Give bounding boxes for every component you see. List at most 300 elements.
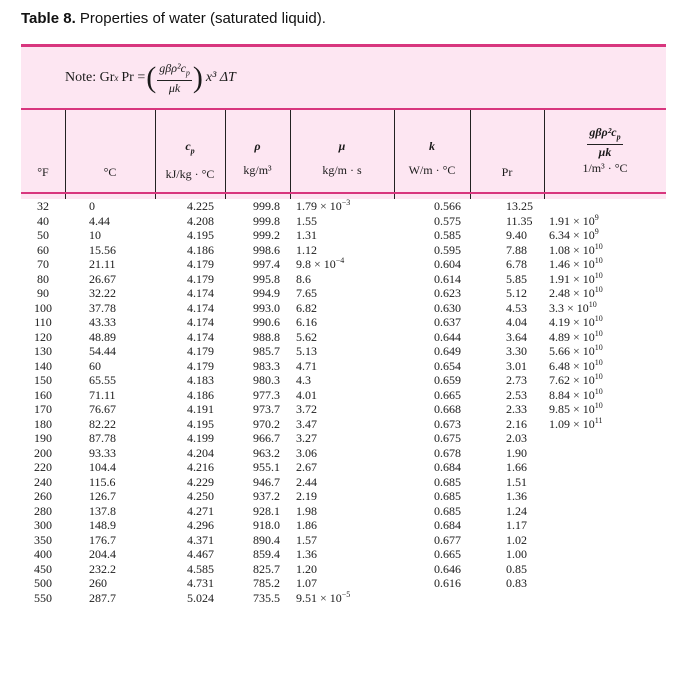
cell-pr [470, 504, 544, 519]
cell-rho-value: 983.3 [253, 358, 280, 373]
cell-cp-value: 4.271 [187, 503, 214, 518]
cell-g [544, 533, 666, 548]
cell-k [394, 518, 470, 533]
cell-k-value: 0.684 [434, 460, 461, 474]
cell-k-value: 0.646 [434, 561, 461, 576]
cell-pr-value: 2.33 [506, 402, 527, 416]
cell-c [65, 344, 155, 359]
cell-k-value: 0.604 [434, 257, 461, 271]
cell-c-value: 82.22 [89, 416, 116, 431]
header-rho [225, 139, 290, 178]
cell-g [544, 272, 666, 287]
cell-pr [470, 272, 544, 287]
cell-cp [155, 431, 225, 446]
cell-k [394, 460, 470, 475]
cell-mu-value: 1.79 × 10 [296, 199, 342, 213]
cell-g-exponent: 11 [594, 416, 603, 425]
cell-f [21, 330, 65, 345]
cell-k [394, 562, 470, 577]
cell-mu [290, 504, 394, 519]
cell-pr-value: 3.01 [506, 358, 527, 373]
cell-g-value: 8.84 × 10 [549, 387, 595, 402]
cell-g-value: 6.48 × 10 [549, 358, 595, 373]
cell-cp-value: 5.024 [187, 590, 214, 605]
cell-c-value: 148.9 [89, 518, 116, 532]
cell-cp-value: 4.179 [187, 344, 214, 358]
cell-mu-exponent: −3 [341, 199, 351, 207]
cell-k [394, 504, 470, 519]
cell-pr [470, 576, 544, 591]
cell-cp [155, 272, 225, 287]
cell-mu [290, 199, 394, 214]
cell-mu [290, 460, 394, 475]
cell-cp-value: 4.229 [187, 474, 214, 489]
cell-f [21, 489, 65, 504]
cell-k [394, 417, 470, 432]
cell-c-value: 137.8 [89, 503, 116, 518]
cell-k-value: 0.675 [434, 431, 461, 445]
cell-pr-value: 4.53 [506, 300, 527, 315]
note-frac-num: gβρ²c [159, 61, 186, 75]
table-row [21, 547, 666, 562]
table-row [21, 330, 666, 345]
cell-cp [155, 504, 225, 519]
cell-f [21, 257, 65, 272]
cell-rho [225, 257, 290, 272]
cell-cp-value: 4.179 [187, 271, 214, 286]
cell-pr-value: 11.35 [506, 213, 533, 228]
cell-mu [290, 315, 394, 330]
header-celsius: °C [103, 165, 117, 179]
cell-pr-value: 2.53 [506, 387, 527, 402]
cell-f-value: 80 [37, 271, 49, 286]
cell-f [21, 446, 65, 461]
properties-table [21, 44, 666, 700]
open-paren-icon: ( [146, 61, 157, 95]
table-row [21, 373, 666, 388]
cell-cp-value: 4.195 [187, 228, 214, 242]
cell-g [544, 330, 666, 345]
cell-g-exponent: 10 [594, 257, 603, 265]
cell-f [21, 591, 65, 606]
cell-cp-value: 4.199 [187, 431, 214, 445]
cell-c-value: 126.7 [89, 489, 116, 503]
cell-c-value: 71.11 [89, 387, 116, 402]
cell-f-value: 150 [34, 373, 52, 387]
cell-g [544, 359, 666, 374]
cell-mu [290, 214, 394, 229]
cell-pr [470, 402, 544, 417]
cell-g-value: 5.66 × 10 [549, 344, 595, 358]
cell-pr [470, 344, 544, 359]
cell-g [544, 489, 666, 504]
cell-mu-value: 7.65 [296, 286, 317, 300]
cell-k [394, 373, 470, 388]
cell-c-value: 26.67 [89, 271, 116, 286]
cell-cp [155, 359, 225, 374]
cell-mu-value: 8.6 [296, 271, 311, 286]
cell-g-exponent: 10 [588, 300, 597, 309]
header-cp [155, 139, 225, 182]
cell-f [21, 562, 65, 577]
cell-rho [225, 504, 290, 519]
cell-g-value: 1.09 × 10 [549, 416, 595, 431]
cell-c [65, 301, 155, 316]
table-row [21, 359, 666, 374]
cell-mu [290, 388, 394, 403]
cell-k [394, 286, 470, 301]
cell-c-value: 43.33 [89, 315, 116, 329]
cell-cp [155, 228, 225, 243]
cell-pr [470, 547, 544, 562]
cell-mu [290, 330, 394, 345]
header-rho-symbol: ρ [254, 139, 261, 153]
cell-cp-value: 4.195 [187, 416, 214, 431]
cell-g-value: 2.48 × 10 [549, 286, 595, 300]
cell-pr [470, 591, 544, 606]
cell-c-value: 32.22 [89, 286, 116, 300]
cell-f [21, 359, 65, 374]
cell-mu [290, 518, 394, 533]
cell-pr [470, 243, 544, 258]
cell-k-value: 0.595 [434, 242, 461, 257]
cell-c-value: 0 [89, 199, 95, 213]
table-row [21, 504, 666, 519]
cell-mu [290, 562, 394, 577]
cell-mu-exponent: −5 [341, 590, 351, 599]
header-k-unit: W/m · °C [408, 163, 456, 177]
cell-mu [290, 257, 394, 272]
cell-c [65, 518, 155, 533]
cell-rho [225, 272, 290, 287]
cell-rho-value: 995.8 [253, 271, 280, 286]
cell-k-value: 0.673 [434, 416, 461, 431]
cell-mu-value: 3.06 [296, 445, 317, 460]
cell-pr [470, 257, 544, 272]
table-row [21, 417, 666, 432]
cell-pr [470, 475, 544, 490]
cell-c [65, 286, 155, 301]
cell-mu [290, 431, 394, 446]
cell-f [21, 228, 65, 243]
cell-g [544, 388, 666, 403]
note-label-pr: Pr = [121, 70, 146, 86]
cell-rho [225, 591, 290, 606]
cell-pr-value: 2.16 [506, 416, 527, 431]
cell-c-value: 10 [89, 228, 101, 242]
cell-c-value: 76.67 [89, 402, 116, 416]
cell-rho [225, 286, 290, 301]
cell-f [21, 576, 65, 591]
cell-k [394, 388, 470, 403]
cell-cp-value: 4.174 [187, 329, 214, 344]
cell-c-value: 4.44 [89, 213, 110, 228]
cell-cp [155, 576, 225, 591]
table-row [21, 489, 666, 504]
cell-mu [290, 286, 394, 301]
cell-c-value: 232.2 [89, 561, 116, 576]
cell-mu-exponent: −4 [335, 257, 345, 265]
header-g-num-sub: p [616, 132, 621, 142]
cell-f [21, 431, 65, 446]
table-row [21, 402, 666, 417]
cell-k-value: 0.614 [434, 271, 461, 286]
cell-g-value: 4.19 × 10 [549, 315, 595, 329]
cell-k [394, 315, 470, 330]
cell-cp [155, 214, 225, 229]
cell-rho [225, 388, 290, 403]
note-tail: x³ ΔT [205, 70, 236, 86]
cell-cp [155, 475, 225, 490]
cell-cp [155, 591, 225, 606]
table-row [21, 315, 666, 330]
cell-c [65, 214, 155, 229]
cell-rho-value: 890.4 [253, 532, 280, 547]
cell-k-value: 0.654 [434, 358, 461, 373]
cell-cp-value: 4.585 [187, 561, 214, 576]
cell-c-value: 65.55 [89, 373, 116, 387]
table-row [21, 591, 666, 606]
cell-rho [225, 417, 290, 432]
cell-rho [225, 547, 290, 562]
cell-f [21, 272, 65, 287]
cell-c-value: 260 [89, 576, 107, 590]
cell-pr-value: 2.73 [506, 373, 527, 387]
cell-pr-value: 3.64 [506, 329, 527, 344]
cell-rho [225, 489, 290, 504]
cell-f-value: 400 [34, 547, 52, 561]
cell-f-value: 120 [34, 329, 52, 344]
cell-c [65, 431, 155, 446]
cell-f-value: 110 [34, 315, 52, 329]
cell-mu [290, 402, 394, 417]
cell-f-value: 450 [34, 561, 52, 576]
cell-g [544, 518, 666, 533]
cell-rho [225, 475, 290, 490]
cell-mu [290, 272, 394, 287]
cell-k [394, 228, 470, 243]
cell-f-value: 70 [37, 257, 49, 271]
cell-pr-value: 7.88 [506, 242, 527, 257]
cell-g [544, 315, 666, 330]
cell-cp [155, 388, 225, 403]
cell-mu [290, 243, 394, 258]
cell-pr-value: 1.36 [506, 489, 527, 503]
cell-g-exponent: 10 [594, 286, 603, 294]
cell-rho [225, 359, 290, 374]
cell-k-value: 0.649 [434, 344, 461, 358]
cell-pr [470, 286, 544, 301]
cell-g [544, 373, 666, 388]
cell-cp-value: 4.225 [187, 199, 214, 213]
cell-cp [155, 344, 225, 359]
cell-g-value: 7.62 × 10 [549, 373, 595, 387]
cell-k-value: 0.644 [434, 329, 461, 344]
cell-g-value: 1.91 × 10 [549, 271, 595, 286]
cell-g-value: 4.89 × 10 [549, 329, 595, 344]
cell-k-value: 0.659 [434, 373, 461, 387]
cell-rho-value: 985.7 [253, 344, 280, 358]
cell-f [21, 373, 65, 388]
cell-f-value: 160 [34, 387, 52, 402]
cell-rho-value: 977.3 [253, 387, 280, 402]
cell-g [544, 286, 666, 301]
cell-rho-value: 999.8 [253, 199, 280, 213]
cell-cp [155, 315, 225, 330]
cell-pr-value: 1.02 [506, 532, 527, 547]
cell-g-value: 9.85 × 10 [549, 402, 595, 416]
cell-c-value: 176.7 [89, 532, 116, 547]
cell-k [394, 243, 470, 258]
cell-rho [225, 243, 290, 258]
cell-mu [290, 228, 394, 243]
note-frac-den: μk [168, 81, 181, 96]
cell-f-value: 50 [37, 228, 49, 242]
cell-k [394, 547, 470, 562]
cell-pr [470, 228, 544, 243]
cell-mu [290, 475, 394, 490]
cell-cp-value: 4.208 [187, 213, 214, 228]
cell-f-value: 550 [34, 590, 52, 605]
cell-c [65, 417, 155, 432]
cell-mu-value: 1.20 [296, 561, 317, 576]
header-mu [290, 139, 394, 178]
cell-mu-value: 4.71 [296, 358, 317, 373]
cell-pr-value: 9.40 [506, 228, 527, 242]
cell-mu-value: 1.55 [296, 213, 317, 228]
header-cp-symbol: c [185, 139, 191, 153]
cell-f [21, 518, 65, 533]
cell-k-value: 0.575 [434, 213, 461, 228]
cell-pr-value: 1.51 [506, 474, 527, 489]
cell-mu [290, 591, 394, 606]
cell-g-value: 3.3 × 10 [549, 300, 589, 315]
cell-rho [225, 228, 290, 243]
cell-pr-value: 6.78 [506, 257, 527, 271]
table-row [21, 388, 666, 403]
cell-c [65, 243, 155, 258]
cell-rho-value: 918.0 [253, 518, 280, 532]
cell-g [544, 460, 666, 475]
cell-rho-value: 998.6 [253, 242, 280, 257]
cell-f-value: 220 [34, 460, 52, 474]
cell-k-value: 0.630 [434, 300, 461, 315]
cell-mu-value: 3.27 [296, 431, 317, 445]
cell-k [394, 431, 470, 446]
cell-pr [470, 301, 544, 316]
grashof-note [65, 61, 236, 95]
cell-k-value: 0.585 [434, 228, 461, 242]
cell-cp [155, 402, 225, 417]
cell-rho-value: 993.0 [253, 300, 280, 315]
cell-k [394, 214, 470, 229]
header-k-symbol: k [429, 139, 435, 153]
cell-pr [470, 417, 544, 432]
cell-c [65, 562, 155, 577]
table-row [21, 257, 666, 272]
cell-rho-value: 928.1 [253, 503, 280, 518]
cell-rho [225, 344, 290, 359]
cell-k-value: 0.665 [434, 387, 461, 402]
cell-cp-value: 4.183 [187, 373, 214, 387]
cell-k-value: 0.685 [434, 489, 461, 503]
cell-cp [155, 301, 225, 316]
table-row [21, 576, 666, 591]
cell-f [21, 547, 65, 562]
cell-pr-value: 2.03 [506, 431, 527, 445]
header-cp-symbol-sub: p [190, 146, 195, 156]
cell-g [544, 562, 666, 577]
cell-f-value: 32 [37, 199, 49, 213]
cell-cp [155, 243, 225, 258]
cell-g [544, 446, 666, 461]
cell-g-exponent: 10 [594, 315, 603, 323]
table-row [21, 533, 666, 548]
cell-mu-value: 5.62 [296, 329, 317, 344]
cell-k [394, 344, 470, 359]
cell-c-value: 287.7 [89, 590, 116, 605]
header-mu-unit: kg/m · s [322, 163, 362, 177]
cell-rho [225, 373, 290, 388]
cell-rho [225, 199, 290, 214]
cell-mu [290, 301, 394, 316]
cell-g-exponent: 10 [594, 402, 603, 410]
cell-cp [155, 446, 225, 461]
cell-mu-value: 1.86 [296, 518, 317, 532]
cell-k-value: 0.637 [434, 315, 461, 329]
cell-rho [225, 518, 290, 533]
cell-g-exponent: 10 [594, 358, 603, 367]
cell-f [21, 402, 65, 417]
cell-c-value: 93.33 [89, 445, 116, 460]
cell-rho [225, 315, 290, 330]
cell-cp [155, 257, 225, 272]
cell-f-value: 130 [34, 344, 52, 358]
data-table [21, 199, 666, 605]
cell-cp-value: 4.174 [187, 286, 214, 300]
cell-f [21, 533, 65, 548]
cell-f [21, 344, 65, 359]
cell-pr-value: 5.85 [506, 271, 527, 286]
cell-k [394, 533, 470, 548]
cell-f-value: 500 [34, 576, 52, 590]
cell-c [65, 402, 155, 417]
table-row [21, 344, 666, 359]
cell-f [21, 460, 65, 475]
header-rho-unit: kg/m³ [243, 163, 272, 177]
cell-rho-value: 966.7 [253, 431, 280, 445]
cell-rho-value: 963.2 [253, 445, 280, 460]
cell-f [21, 417, 65, 432]
cell-c [65, 315, 155, 330]
cell-pr [470, 315, 544, 330]
cell-g-exponent: 9 [594, 213, 599, 222]
table-row [21, 286, 666, 301]
header-k [394, 139, 470, 178]
cell-mu-value: 1.57 [296, 532, 317, 547]
cell-c-value: 48.89 [89, 329, 116, 344]
cell-k-value: 0.665 [434, 547, 461, 561]
cell-f [21, 504, 65, 519]
cell-cp-value: 4.191 [187, 402, 214, 416]
cell-rho-value: 946.7 [253, 474, 280, 489]
table-row [21, 301, 666, 316]
cell-cp [155, 286, 225, 301]
cell-k [394, 446, 470, 461]
cell-rho-value: 997.4 [253, 257, 280, 271]
cell-f-value: 180 [34, 416, 52, 431]
cell-k-value: 0.677 [434, 532, 461, 547]
